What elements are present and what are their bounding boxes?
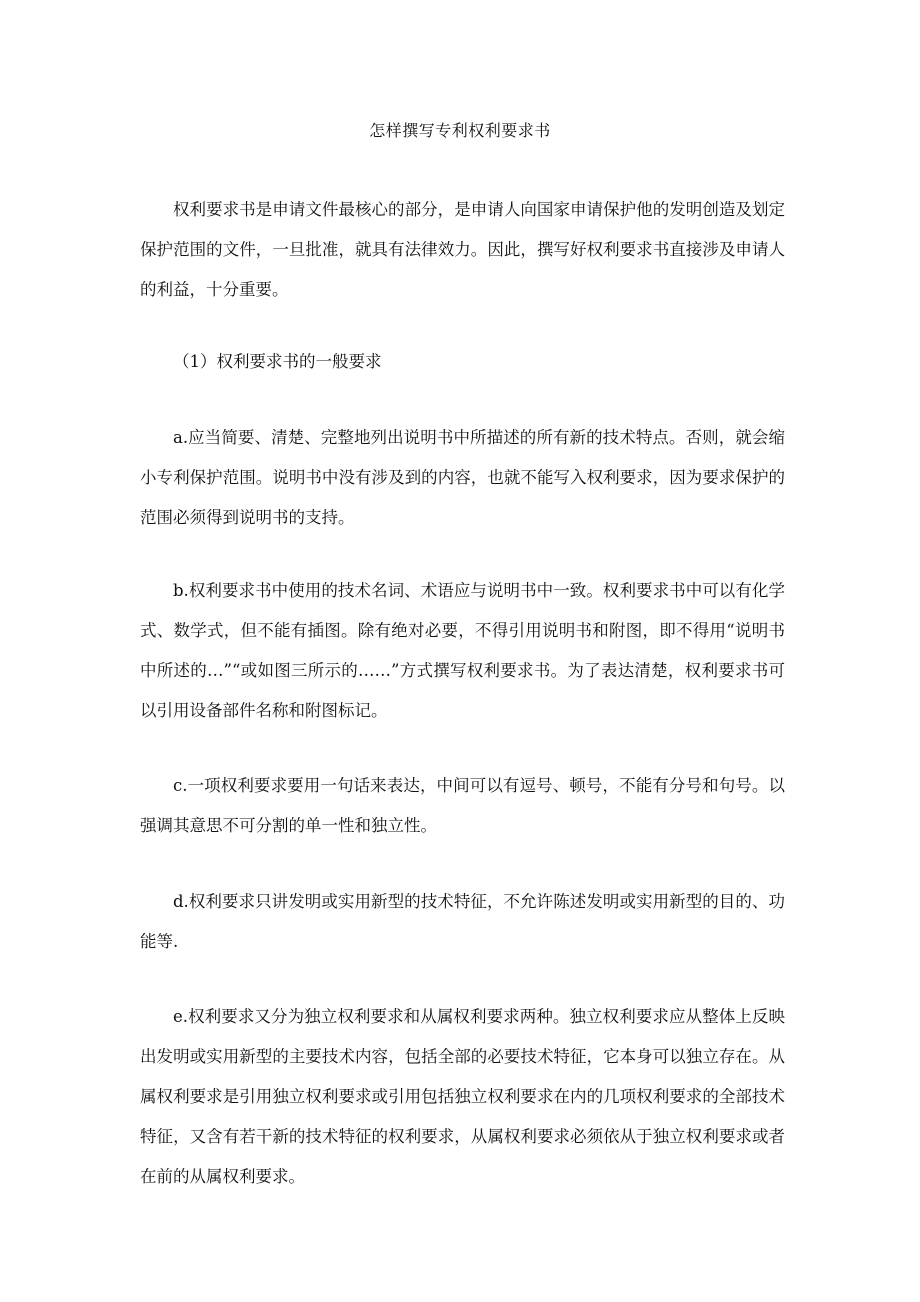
requirement-e-paragraph: e.权利要求又分为独立权利要求和从属权利要求两种。独立权利要求应从整体上反映出发明或实用新型的主要技术内容，包括全部的必要技术特征，它本身可以独立存在。从属权利要求是引用独立权利要求或引用包括独立权利要求在内的几项权利要求的全部技术特征，又含有若干新的技术特征的权利要求，从属权利要求必须依从于独立权利要求或者在前的从属权利要求。 bbox=[140, 1007, 785, 1186]
section-heading: （1）权利要求书的一般要求 bbox=[173, 352, 382, 371]
intro-paragraph: 权利要求书是申请文件最核心的部分，是申请人向国家申请保护他的发明创造及划定保护范围的文件，一旦批准，就具有法律效力。因此，撰写好权利要求书直接涉及申请人的利益，十分重要。 bbox=[140, 200, 785, 299]
document-title: 怎样撰写专利权利要求书 bbox=[369, 121, 551, 140]
requirement-d-paragraph: d.权利要求只讲发明或实用新型的技术特征，不允许陈述发明或实用新型的目的、功能等. bbox=[140, 892, 785, 951]
requirement-a-paragraph: a.应当简要、清楚、完整地列出说明书中所描述的所有新的技术特点。否则，就会缩小专利保护范围。说明书中没有涉及到的内容，也就不能写入权利要求，因为要求保护的范围必须得到说明书的支持。 bbox=[140, 428, 785, 527]
requirement-b-paragraph: b.权利要求书中使用的技术名词、术语应与说明书中一致。权利要求书中可以有化学式、数学式，但不能有插图。除有绝对必要，不得引用说明书和附图，即不得用“说明书中所述的…”“或如图三所示的……”方式撰写权利要求书。为了表达清楚，权利要求书可以引用设备部件名称和附图标记。 bbox=[140, 581, 785, 720]
requirement-c-paragraph: c.一项权利要求要用一句话来表达，中间可以有逗号、顿号，不能有分号和句号。以强调其意思不可分割的单一性和独立性。 bbox=[140, 776, 785, 835]
